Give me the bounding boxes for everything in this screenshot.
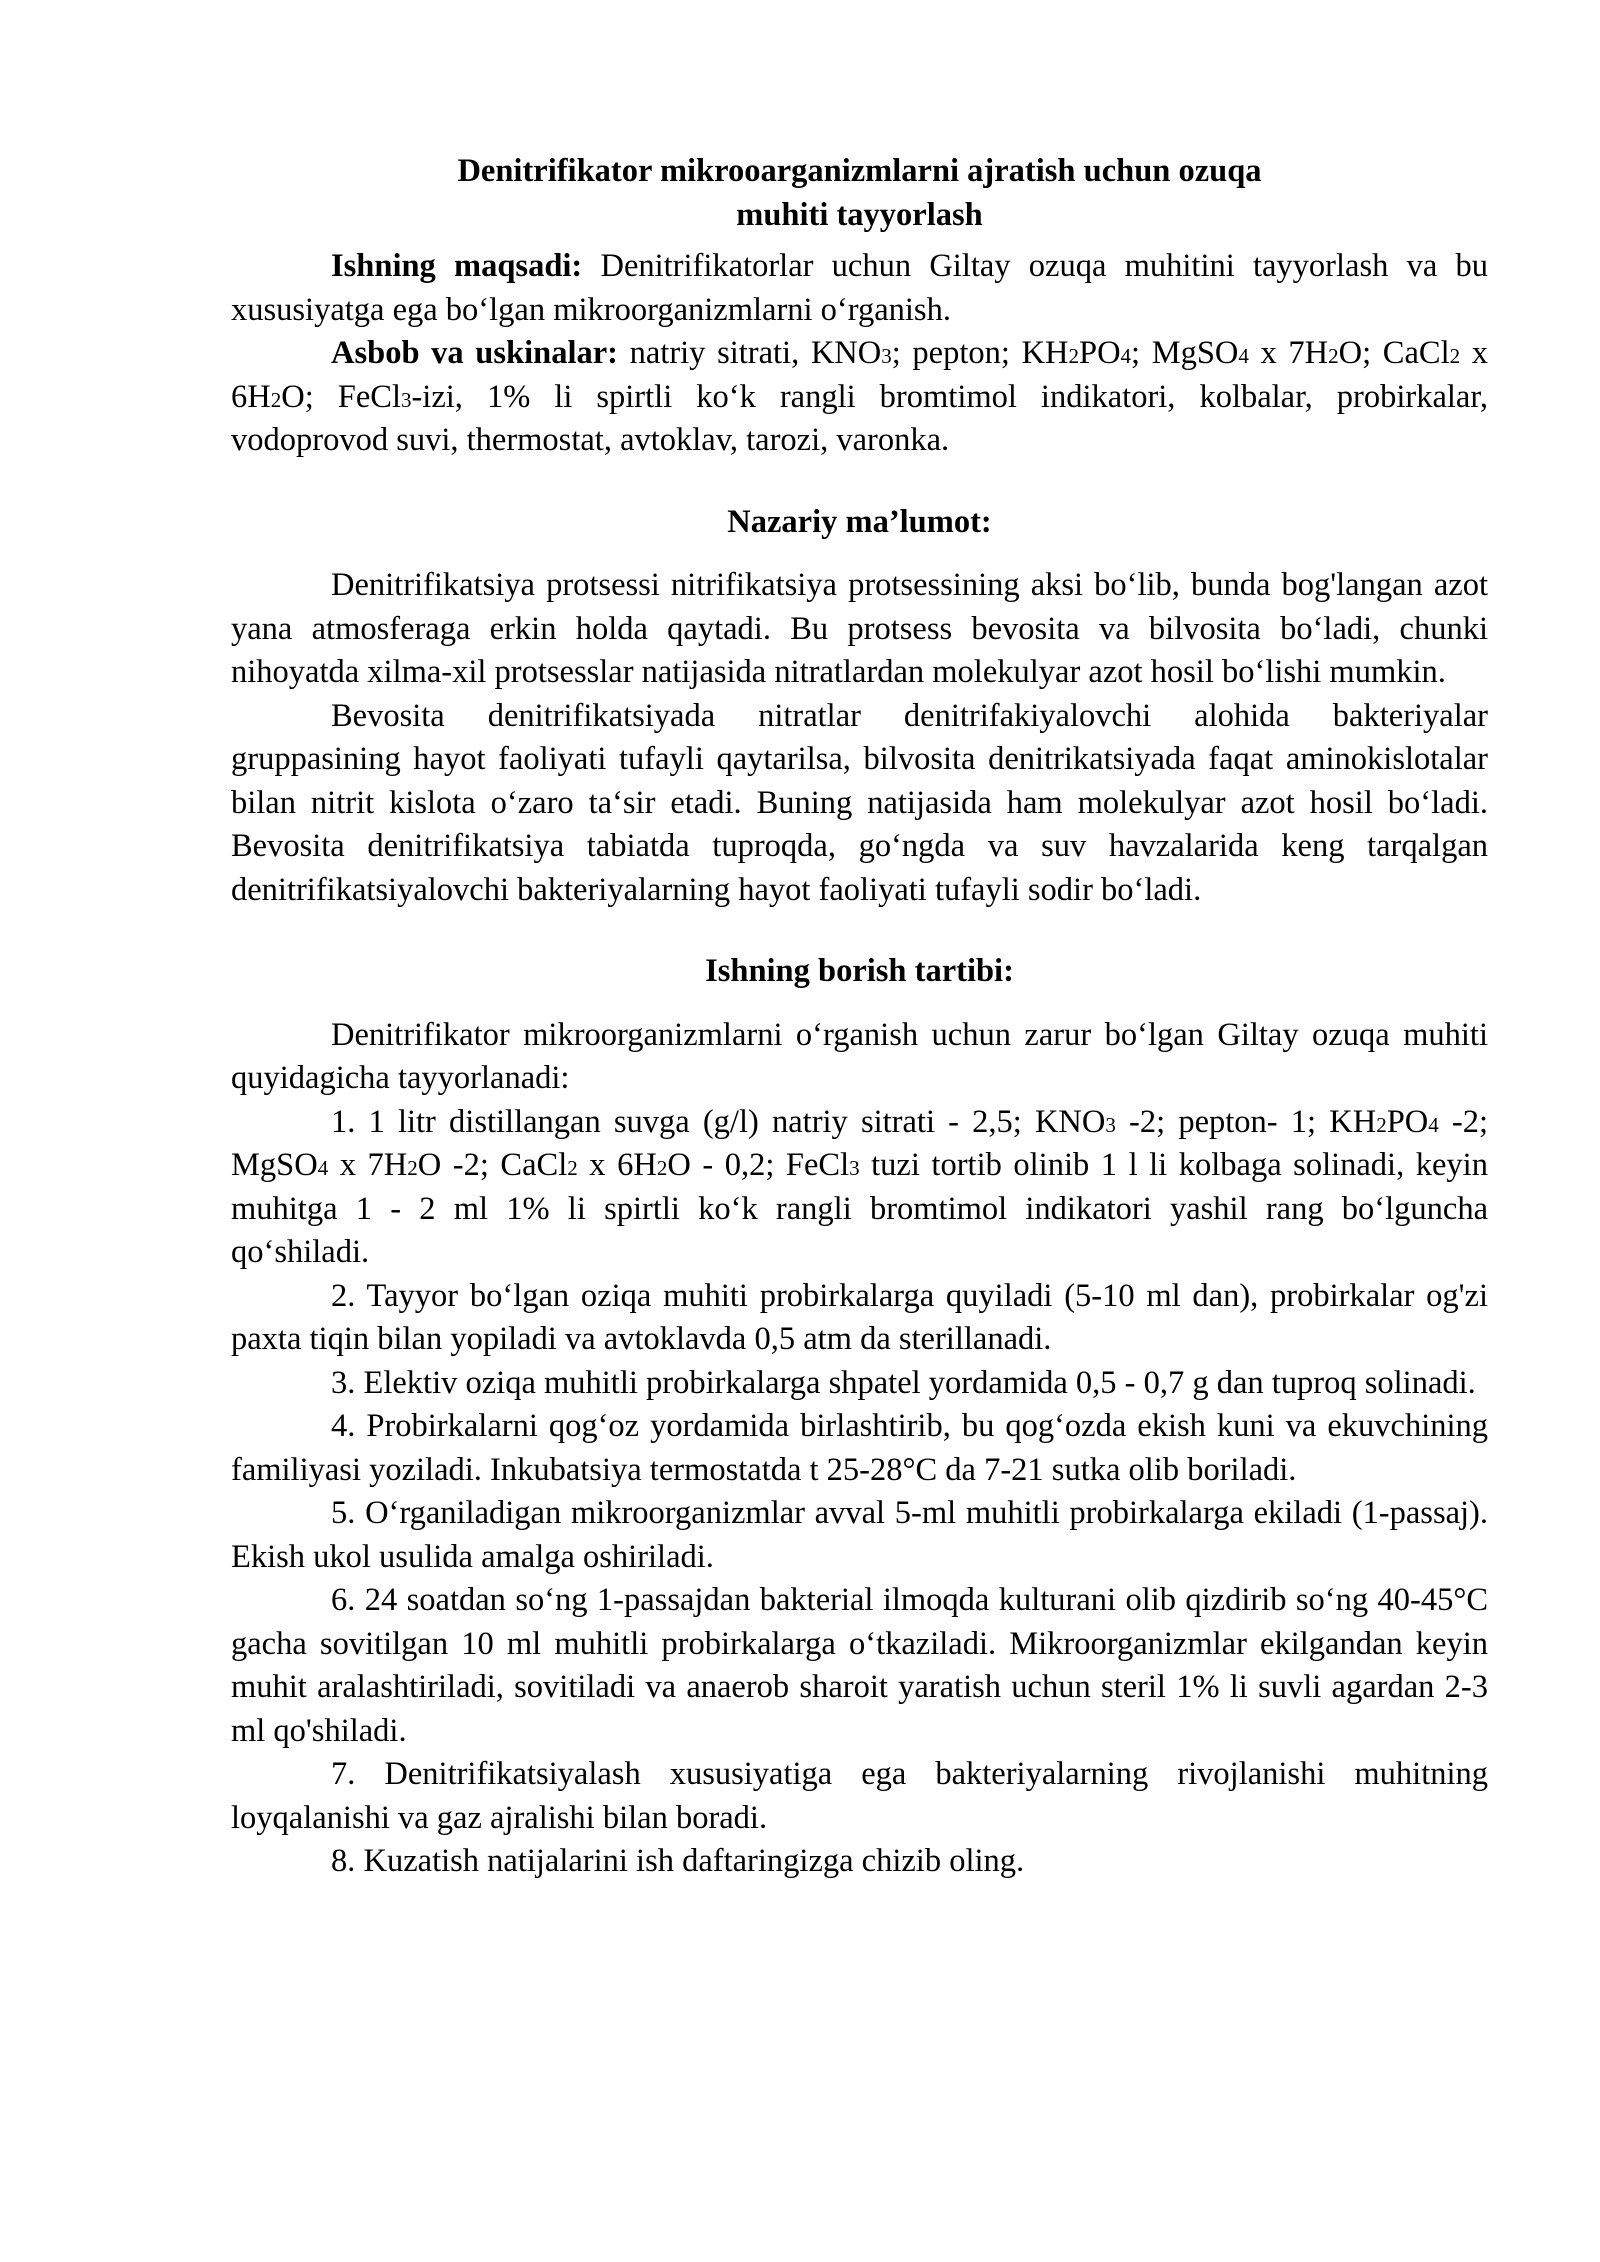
procedure-heading: Ishning borish tartibi: bbox=[705, 953, 1014, 989]
equipment-text: O; FeCl bbox=[281, 378, 401, 415]
theory-paragraph-2: Bevosita denitrifikatsiyada nitratlar denitrifakiyalovchi alohida bakteriyalar gruppasining hayot faoliyati tufayli qaytarilsa, bilvosita denitrikatsiyada faqat aminokislotalar bilan nitrit kislota o‘zaro ta‘sir etadi. Buning natijasida ham molekulyar azot hosil bo‘ladi. Bevosita denitrifikatsiya tabiatda tuproqda, go‘ngda va suv havzalarida keng tarqalgan denitrifikatsiyalovchi bakteriyalarning hayot faoliyati tufayli sodir bo‘ladi. bbox=[231, 697, 1488, 908]
procedure-step-1 bbox=[231, 1101, 1488, 1275]
subscript: 4 bbox=[1120, 344, 1132, 368]
goal-text: Denitrifikatorlar uchun Giltay ozuqa muhitini tayyorlash va bu xususiyatga ega bo‘lgan mikroorganizmlarni o‘rganish. bbox=[231, 248, 1488, 328]
subscript: 2 bbox=[270, 387, 282, 412]
step-number: 3. bbox=[331, 1364, 356, 1401]
title-line-2: muhiti tayyorlash bbox=[736, 196, 983, 233]
equipment-text: -izi, 1% li spirtli ko‘k rangli bromtimol indikatori, kolbalar, probirkalar, vodoprovod suvi, thermostat, avtoklav, tarozi, varonka. bbox=[231, 378, 1488, 458]
step-text: -2; pepton- 1; KH bbox=[1115, 1103, 1377, 1140]
subscript: 2 bbox=[1376, 1112, 1387, 1137]
step-number: 7. bbox=[331, 1756, 356, 1792]
step-text: Probirkalarni qog‘oz yordamida birlashtirib, bu qog‘ozda ekish kuni va ekuvchining familiyasi yoziladi. Inkubatsiya termostatda t 25-28°C da 7-21 sutka olib boriladi. bbox=[231, 1408, 1488, 1488]
equipment-text: ; pepton; KH bbox=[891, 335, 1069, 371]
goal-paragraph bbox=[231, 245, 1488, 332]
procedure-step-5 bbox=[231, 1492, 1488, 1579]
step-number: 6. bbox=[331, 1582, 356, 1618]
step-text: Tayyor bo‘lgan oziqa muhiti probirkalarga quyiladi (5-10 ml dan), probirkalar og'zi paxta tiqin bilan yopiladi va avtoklavda 0,5 atm da sterillanadi. bbox=[231, 1277, 1488, 1357]
step-text: PO bbox=[1386, 1103, 1429, 1140]
step-text: x 7H bbox=[328, 1147, 408, 1183]
step-text: Kuzatish natijalarini ish daftaringizga chizib oling. bbox=[355, 1843, 1025, 1879]
theory-paragraph-1: Denitrifikatsiya protsessi nitrifikatsiya protsessining aksi bo‘lib, bunda bog'langan azot yana atmosferaga erkin holda qaytadi. Bu protsess bevosita va bilvosita bo‘ladi, chunki nihoyatda xilma-xil protsesslar natijasida nitratlardan molekulyar azot hosil bo‘lishi mumkin. bbox=[231, 567, 1488, 690]
step-text: x 6H bbox=[577, 1147, 657, 1183]
subscript: 3 bbox=[1105, 1112, 1116, 1137]
step-text: -2; MgSO bbox=[231, 1103, 1489, 1183]
subscript: 2 bbox=[1328, 344, 1339, 368]
equipment-text: O; CaCl bbox=[1338, 335, 1450, 371]
step-text: 1 litr distillangan suvga (g/l) natriy sitrati - 2,5; KNO bbox=[355, 1103, 1106, 1140]
subscript: 4 bbox=[317, 1156, 329, 1180]
procedure-step-6 bbox=[231, 1579, 1488, 1753]
title-line-1: Denitrifikator mikrooarganizmlarni ajratish uchun ozuqa bbox=[457, 153, 1262, 189]
procedure-step-2 bbox=[231, 1275, 1488, 1362]
equipment-label: Asbob va uskinalar: bbox=[331, 335, 618, 371]
goal-label: Ishning maqsadi: bbox=[331, 248, 583, 284]
equipment-paragraph bbox=[231, 332, 1488, 463]
procedure-intro: Denitrifikator mikroorganizmlarni o‘rganish uchun zarur bo‘lgan Giltay ozuqa muhiti quyidagicha tayyorlanadi: bbox=[231, 1016, 1488, 1096]
document-title bbox=[231, 150, 1488, 237]
subscript: 2 bbox=[567, 1156, 578, 1180]
step-text: 24 soatdan so‘ng 1-passajdan bakterial ilmoqda kulturani olib qizdirib so‘ng 40-45°C gacha sovitilgan 10 ml muhitli probirkalarga o‘tkaziladi. Mikroorganizmlar ekilgandan keyin muhit aralashtiriladi, sovitiladi va anaerob sharoit yaratish uchun steril 1% li suvli agardan 2-3 ml qo'shiladi. bbox=[231, 1582, 1488, 1749]
step-number: 5. bbox=[331, 1495, 356, 1531]
subscript: 4 bbox=[1428, 1112, 1439, 1137]
theory-heading: Nazariy ma’lumot: bbox=[727, 503, 992, 540]
step-text: Denitrifikatsiyalash xususiyatiga ega bakteriyalarning rivojlanishi muhitning loyqalanishi va gaz ajralishi bilan boradi. bbox=[231, 1756, 1488, 1836]
procedure-step-8 bbox=[231, 1840, 1488, 1884]
subscript: 3 bbox=[400, 387, 412, 412]
subscript: 2 bbox=[1068, 344, 1079, 368]
step-number: 8. bbox=[331, 1843, 356, 1879]
equipment-text: x 6H bbox=[231, 335, 1488, 415]
equipment-text: PO bbox=[1079, 335, 1121, 371]
step-text: O‘rganiladigan mikroorganizmlar avval 5-ml muhitli probirkalarga ekiladi (1-passaj). Ekish ukol usulida amalga oshiriladi. bbox=[231, 1495, 1488, 1575]
step-text: O - 0,2; FeCl bbox=[667, 1147, 850, 1183]
subscript: 2 bbox=[1449, 344, 1461, 368]
equipment-text: ; MgSO bbox=[1131, 335, 1239, 371]
equipment-text: x 7H bbox=[1248, 335, 1329, 371]
step-number: 2. bbox=[331, 1277, 356, 1314]
procedure-step-7 bbox=[231, 1753, 1488, 1840]
subscript: 3 bbox=[881, 344, 892, 368]
subscript: 3 bbox=[849, 1156, 860, 1180]
step-number: 1. bbox=[331, 1103, 356, 1140]
step-number: 4. bbox=[331, 1408, 356, 1444]
subscript: 4 bbox=[1238, 344, 1249, 368]
procedure-step-3 bbox=[231, 1362, 1488, 1406]
subscript: 2 bbox=[407, 1156, 418, 1180]
equipment-text: natriy sitrati, KNO bbox=[617, 335, 882, 371]
step-text: tuzi tortib olinib 1 l li kolbaga solinadi, keyin muhitga 1 - 2 ml 1% li spirtli ko‘k rangli bromtimol indikatori yashil rang bo‘lguncha qo‘shiladi. bbox=[231, 1147, 1488, 1270]
step-text: O -2; CaCl bbox=[417, 1147, 568, 1183]
step-text: Elektiv oziqa muhitli probirkalarga shpatel yordamida 0,5 - 0,7 g dan tuproq solinadi. bbox=[355, 1364, 1476, 1401]
subscript: 2 bbox=[656, 1156, 668, 1180]
procedure-step-4 bbox=[231, 1405, 1488, 1492]
